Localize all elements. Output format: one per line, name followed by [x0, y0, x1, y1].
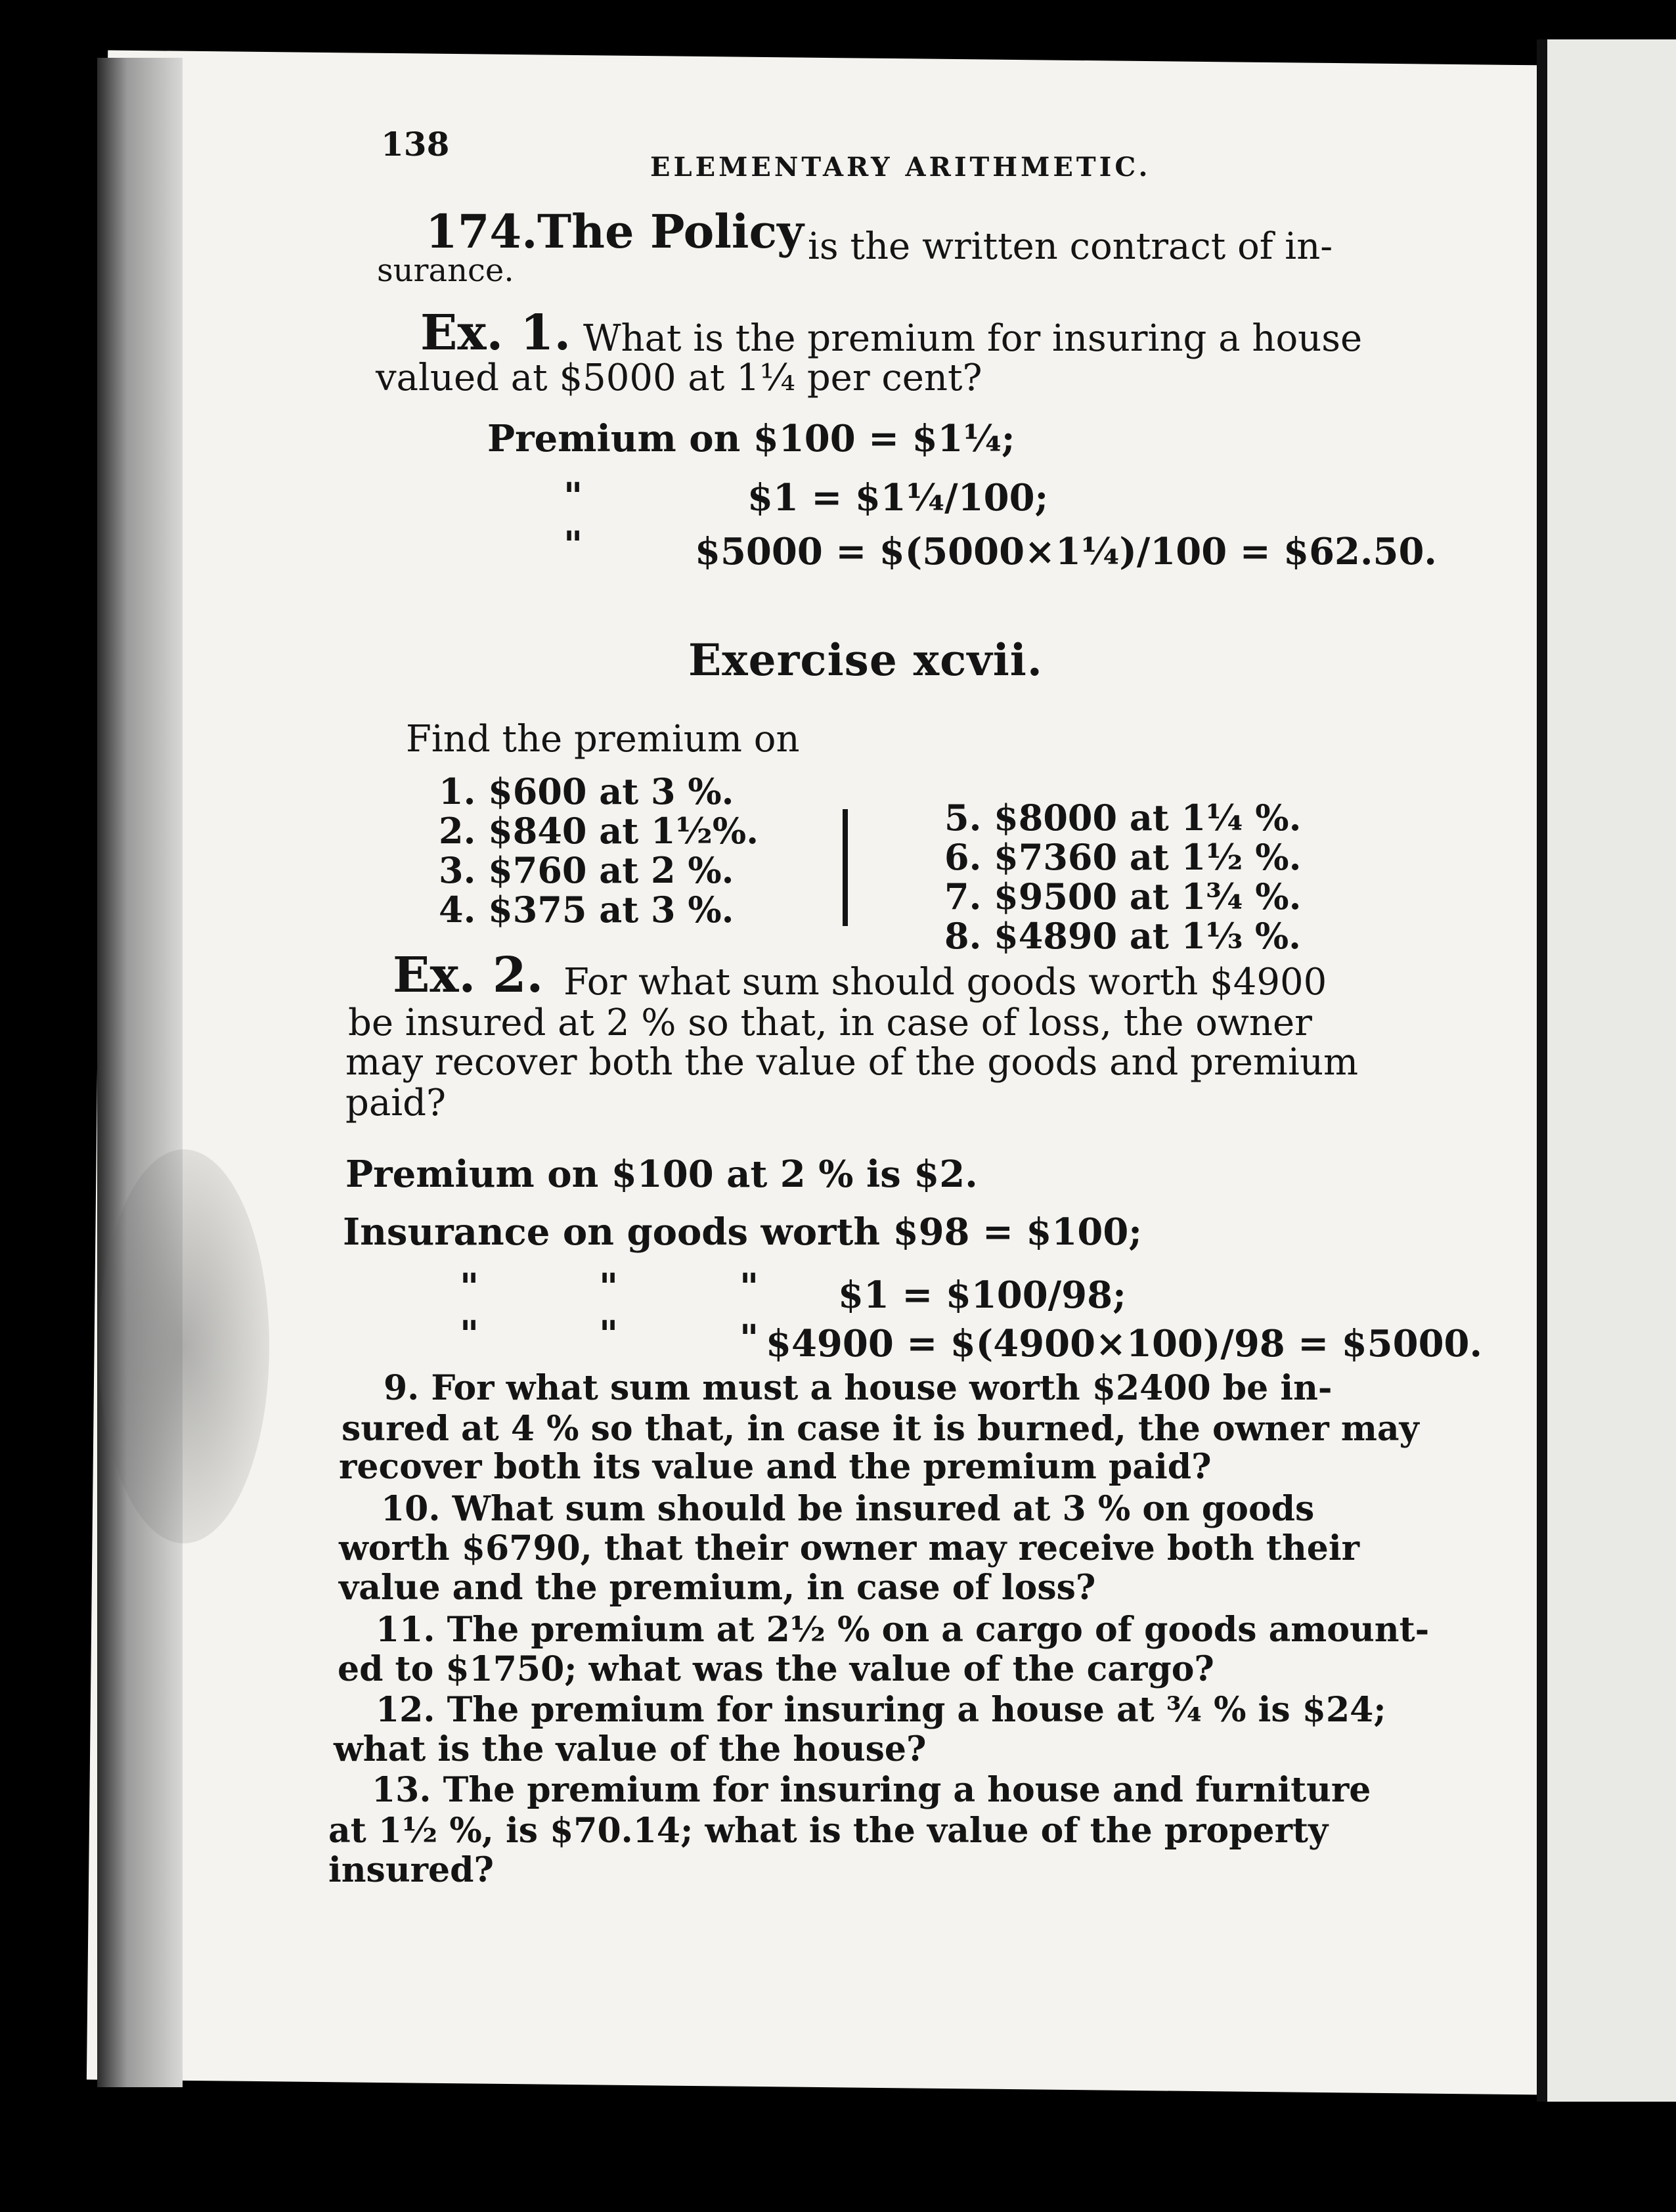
ex1-ditto-1: " [563, 475, 583, 518]
ex2-ditto: " [460, 1266, 479, 1309]
ex1-work-3: $5000 = $(5000×1¼)/100 = $62.50. [695, 530, 1437, 573]
exercise-item: 2. $840 at 1½%. [439, 810, 759, 852]
problem-line: insured? [328, 1850, 494, 1890]
ex2-work-2: Insurance on goods worth $98 = $100; [343, 1210, 1142, 1254]
ex1-work-2: $1 = $1¼/100; [747, 476, 1049, 520]
ex1-ditto-2: " [563, 523, 583, 567]
problem-line: at 1½ %, is $70.14; what is the value of the property [328, 1811, 1329, 1851]
problem-line: ed to $1750; what was the value of the cargo? [338, 1649, 1214, 1689]
ex2-work-3: $1 = $100/98; [838, 1273, 1126, 1317]
page-gutter [1537, 39, 1547, 2102]
ex2-line-3: may recover both the value of the goods and premium [345, 1041, 1359, 1084]
problem-line: sured at 4 % so that, in case it is burned, the owner may [342, 1409, 1419, 1449]
ex2-line-2: be insured at 2 % so that, in case of loss, the owner [348, 1002, 1312, 1044]
column-divider [843, 809, 848, 926]
ex2-ditto: " [739, 1266, 759, 1309]
problem-line: 12. The premium for insuring a house at ¾ % is $24; [376, 1690, 1386, 1730]
problem-line: 10. What sum should be insured at 3 % on goods [381, 1489, 1315, 1529]
ex2-work-4: $4900 = $(4900×100)/98 = $5000. [766, 1322, 1482, 1365]
exercise-item: 1. $600 at 3 %. [439, 770, 734, 812]
problem-line: value and the premium, in case of loss? [339, 1568, 1096, 1608]
book-spine [97, 58, 183, 2087]
ex2-ditto: " [599, 1313, 619, 1356]
problem-line: 13. The premium for insuring a house and furniture [372, 1770, 1371, 1810]
problem-line: 11. The premium at 2½ % on a cargo of goods amount- [376, 1610, 1430, 1650]
section-text-line-2: surance. [377, 252, 514, 289]
ex2-line-4: paid? [345, 1082, 447, 1124]
exercise-item: 4. $375 at 3 %. [439, 889, 734, 931]
section-text-line-1: is the written contract of in- [808, 225, 1333, 268]
page-stain [99, 1149, 269, 1543]
ex2-label: Ex. 2. [393, 947, 544, 1004]
ex2-ditto: " [739, 1317, 759, 1360]
ex2-work-1: Premium on $100 at 2 % is $2. [345, 1153, 978, 1196]
section-number: 174. [426, 204, 538, 259]
ex1-line-2: valued at $5000 at 1¼ per cent? [376, 357, 982, 399]
facing-page-edge [1547, 39, 1676, 2102]
problem-line: 9. For what sum must a house worth $2400 be in- [384, 1368, 1333, 1408]
ex2-ditto: " [599, 1266, 619, 1309]
exercise-item: 3. $760 at 2 %. [439, 849, 734, 891]
ex2-ditto: " [460, 1313, 479, 1356]
ex2-line-1: For what sum should goods worth $4900 [563, 961, 1327, 1004]
exercise-item: 6. $7360 at 1½ %. [944, 836, 1302, 878]
problem-line: recover both its value and the premium paid? [339, 1447, 1212, 1487]
problem-line: worth $6790, that their owner may receive both their [339, 1528, 1359, 1568]
exercise-item: 8. $4890 at 1⅓ %. [944, 915, 1301, 957]
problem-line: what is the value of the house? [334, 1729, 927, 1769]
exercise-title: Exercise xcvii. [688, 634, 1043, 686]
page-number: 138 [381, 125, 450, 164]
exercise-intro: Find the premium on [406, 718, 800, 761]
section-term: The Policy [537, 204, 804, 259]
exercise-item: 7. $9500 at 1¾ %. [944, 875, 1302, 918]
exercise-item: 5. $8000 at 1¼ %. [944, 797, 1302, 839]
ex1-label: Ex. 1. [420, 305, 571, 361]
ex1-work-1: Premium on $100 = $1¼; [487, 417, 1015, 460]
ex1-line-1: What is the premium for insuring a house [583, 317, 1363, 360]
running-head: ELEMENTARY ARITHMETIC. [650, 152, 1151, 183]
